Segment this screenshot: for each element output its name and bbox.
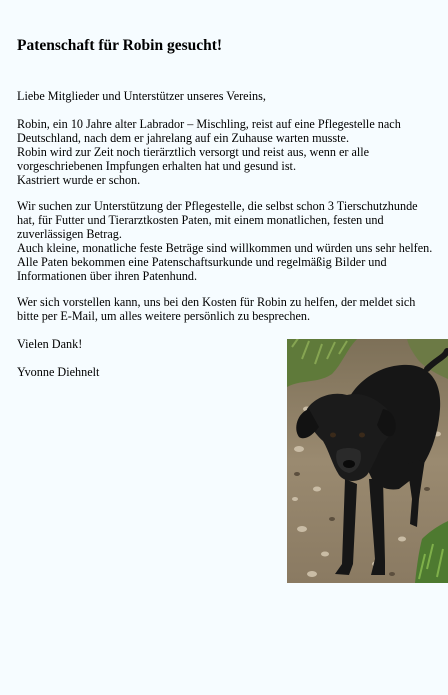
text-line: bitte per E-Mail, um alles weitere persönlich zu besprechen. xyxy=(17,309,311,323)
text-line: zuverlässigen Betrag. xyxy=(17,227,122,241)
contact-paragraph xyxy=(17,295,415,323)
dog-photo xyxy=(287,339,448,583)
text-line: Robin, ein 10 Jahre alter Labrador – Mischling, reist auf eine Pflegestelle nach xyxy=(17,117,401,131)
text-line: Robin wird zur Zeit noch tierärztlich versorgt und reist aus, wenn er alle xyxy=(17,145,370,159)
text-line: vorgeschriebenen Impfungen erhalten hat und gesund ist. xyxy=(17,159,296,173)
support-paragraph xyxy=(17,199,432,283)
text-line: Wer sich vorstellen kann, uns bei den Kosten für Robin zu helfen, der meldet sich xyxy=(17,295,416,309)
text-line: Informationen über ihren Patenhund. xyxy=(17,269,198,283)
greeting-text: Liebe Mitglieder und Unterstützer unseres Vereins, xyxy=(17,89,266,103)
dog-photo-illustration xyxy=(287,339,448,583)
signature: Yvonne Diehnelt xyxy=(17,365,100,379)
text-line: hat, für Futter und Tierarztkosten Paten, mit einem monatlichen, festen und xyxy=(17,213,384,227)
robin-paragraph xyxy=(17,117,401,187)
text-line: Wir suchen zur Unterstützung der Pflegestelle, die selbst schon 3 Tierschutzhunde xyxy=(17,199,418,213)
text-line: Deutschland, nach dem er jahrelang auf ein Zuhause warten musste. xyxy=(17,131,349,145)
text-line: Alle Paten bekommen eine Patenschaftsurkunde und regelmäßig Bilder und xyxy=(17,255,387,269)
text-line: Kastriert wurde er schon. xyxy=(17,173,141,187)
page-title: Patenschaft für Robin gesucht! xyxy=(17,37,223,54)
thanks-text: Vielen Dank! xyxy=(17,337,83,351)
text-line: Auch kleine, monatliche feste Beträge sind willkommen und würden uns sehr helfen. xyxy=(17,241,433,255)
